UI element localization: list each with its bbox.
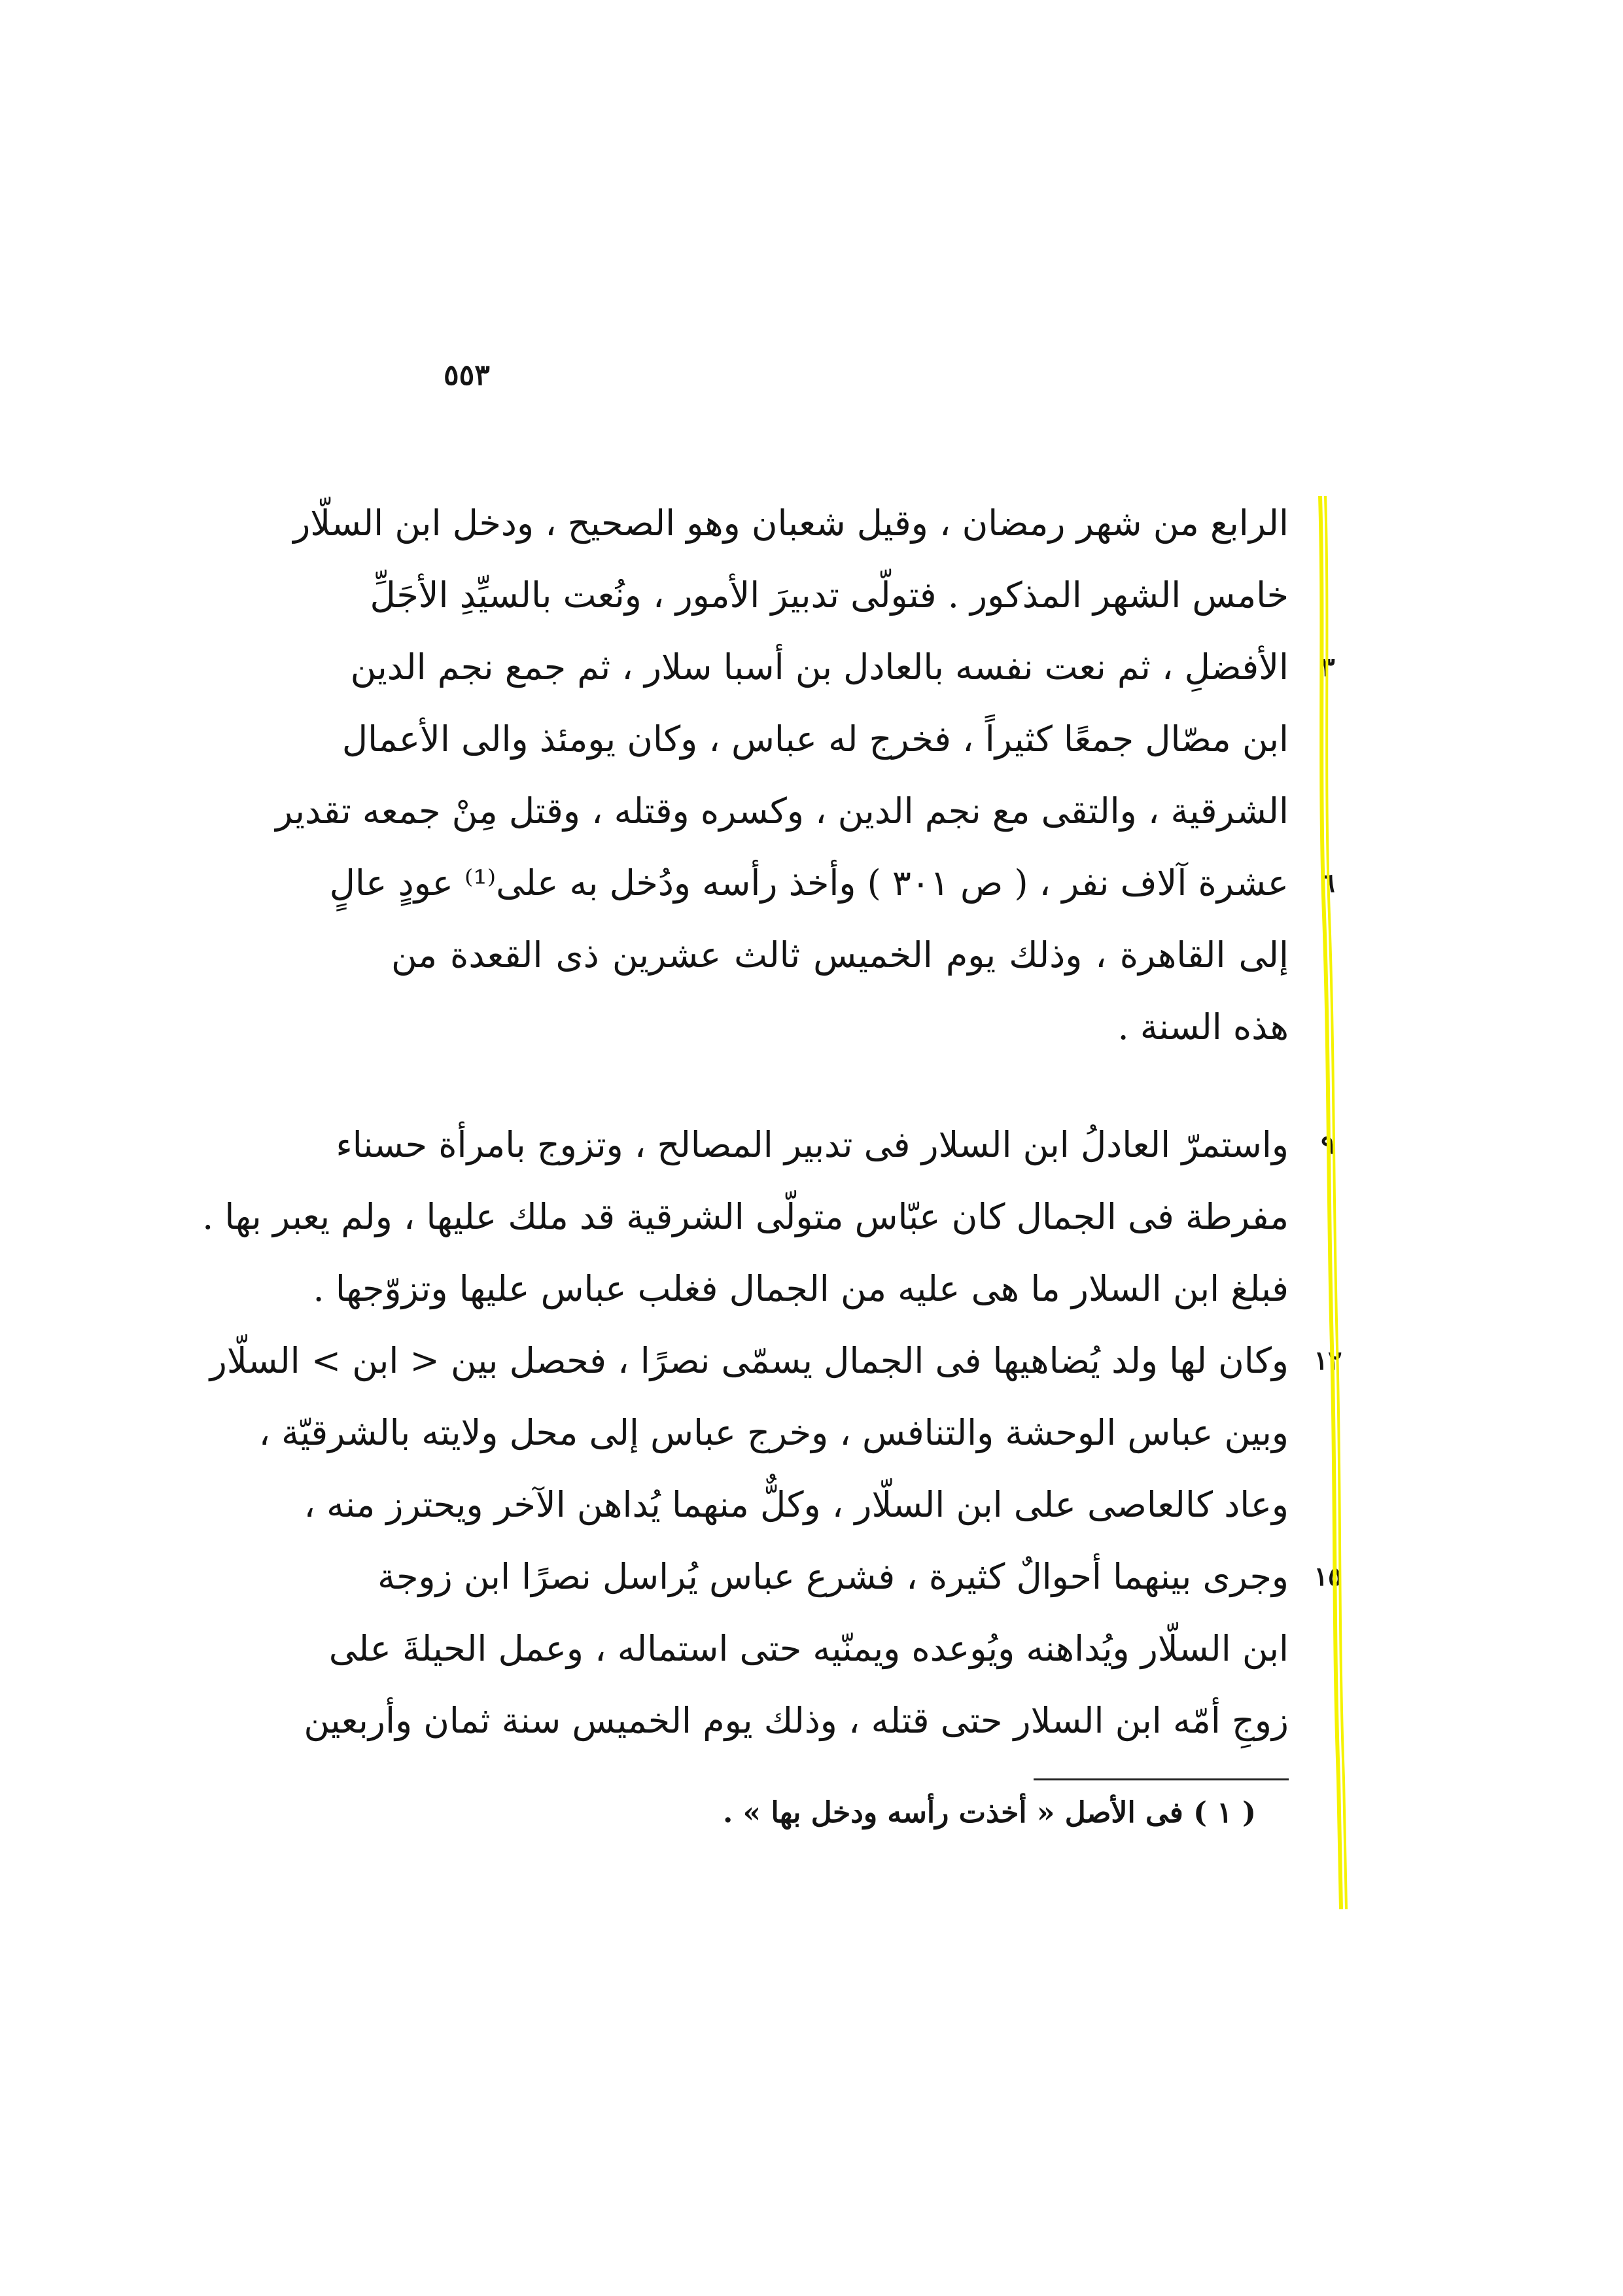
- text-line: [328, 1613, 1289, 1685]
- text-line: [293, 487, 1289, 559]
- text-line-content: وبين عباس الوحشة والتنافس ، وخرج عباس إلى محل ولايته بالشرقيّة ،: [258, 1412, 1289, 1453]
- page-number: ٥٥٣: [444, 359, 490, 392]
- text-line: [202, 1181, 1289, 1253]
- text-line-content: الرابع من شهر رمضان ، وقيل شعبان وهو الصحيح ، ودخل ابن السلّار: [293, 503, 1289, 544]
- text-line: [304, 1469, 1289, 1541]
- footnote: ( ١ ) فى الأصل « أخذت رأسه ودخل بها » .: [723, 1796, 1256, 1829]
- text-line: [313, 1253, 1289, 1325]
- line-number: ١٥: [1314, 1561, 1342, 1592]
- text-line: [370, 559, 1289, 631]
- text-line-content: الشرقية ، والتقى مع نجم الدين ، وكسره وقتله ، وقتل مِنْ جمعه تقدير: [275, 790, 1289, 832]
- text-line: [341, 703, 1289, 775]
- text-line-content: واستمرّ العادلُ ابن السلار فى تدبير المصالح ، وتزوج بامرأة حسناء: [336, 1124, 1289, 1165]
- text-line-content: زوجِ أمّه ابن السلار حتى قتله ، وذلك يوم الخميس سنة ثمان وأربعين: [304, 1700, 1289, 1741]
- text-line: [391, 991, 1289, 1063]
- highlighter-mark: [1315, 496, 1367, 1909]
- text-line: [258, 1397, 1289, 1469]
- footnote-divider: [1034, 1778, 1289, 1780]
- line-number: ١٢: [1314, 1345, 1342, 1376]
- text-line-content: إلى القاهرة ، وذلك يوم الخميس ثالث عشرين ذى القعدة من: [391, 934, 1289, 976]
- text-line-content: وجرى بينهما أحوالٌ كثيرة ، فشرع عباس يُراسل نصرًا ابن زوجة: [377, 1556, 1289, 1597]
- text-line-content: هذه السنة .: [1117, 1006, 1289, 1048]
- text-line: [391, 919, 1289, 991]
- text-line: [377, 1541, 1342, 1613]
- text-line: [304, 1685, 1289, 1757]
- text-line-content: ابن مصّال جمعًا كثيراً ، فخرج له عباس ، وكان يومئذ والى الأعمال: [341, 718, 1289, 760]
- line-number: ٩: [1321, 1129, 1335, 1160]
- line-number: ٦: [1321, 868, 1335, 898]
- text-line: [350, 631, 1335, 703]
- text-line-content: عشرة آلاف نفر ، ( ص ٣٠١ ) وأخذ رأسه ودُخل به على⁽¹⁾ عودٍ عالٍ: [329, 862, 1289, 904]
- line-number: ٣: [1321, 652, 1335, 682]
- text-line: [275, 775, 1289, 847]
- paragraph-gap: [391, 1063, 1289, 1109]
- text-line-content: وعاد كالعاصى على ابن السلّار ، وكلٌّ منهما يُداهن الآخر ويحترز منه ،: [304, 1484, 1289, 1525]
- text-line: [336, 1109, 1335, 1181]
- text-line-content: ابن السلّار ويُداهنه ويُوعده ويمنّيه حتى استماله ، وعمل الحيلةَ على: [328, 1628, 1289, 1669]
- text-line-content: مفرطة فى الجمال كان عبّاس متولّى الشرقية قد ملك عليها ، ولم يعبر بها .: [202, 1196, 1289, 1237]
- main-text: [202, 487, 1342, 1757]
- text-line-content: الأفضلِ ، ثم نعت نفسه بالعادل بن أسبا سلار ، ثم جمع نجم الدين: [350, 646, 1289, 688]
- text-line-content: خامس الشهر المذكور . فتولّى تدبيرَ الأمور ، ونُعت بالسيِّدِ الأجَلِّ: [370, 574, 1289, 616]
- text-line: [209, 1325, 1342, 1397]
- text-line-content: وكان لها ولد يُضاهيها فى الجمال يسمّى نصرًا ، فحصل بين < ابن > السلّار: [209, 1340, 1289, 1381]
- text-line: [329, 847, 1335, 919]
- text-line-content: فبلغ ابن السلار ما هى عليه من الجمال فغلب عباس عليها وتزوّجها .: [313, 1268, 1289, 1309]
